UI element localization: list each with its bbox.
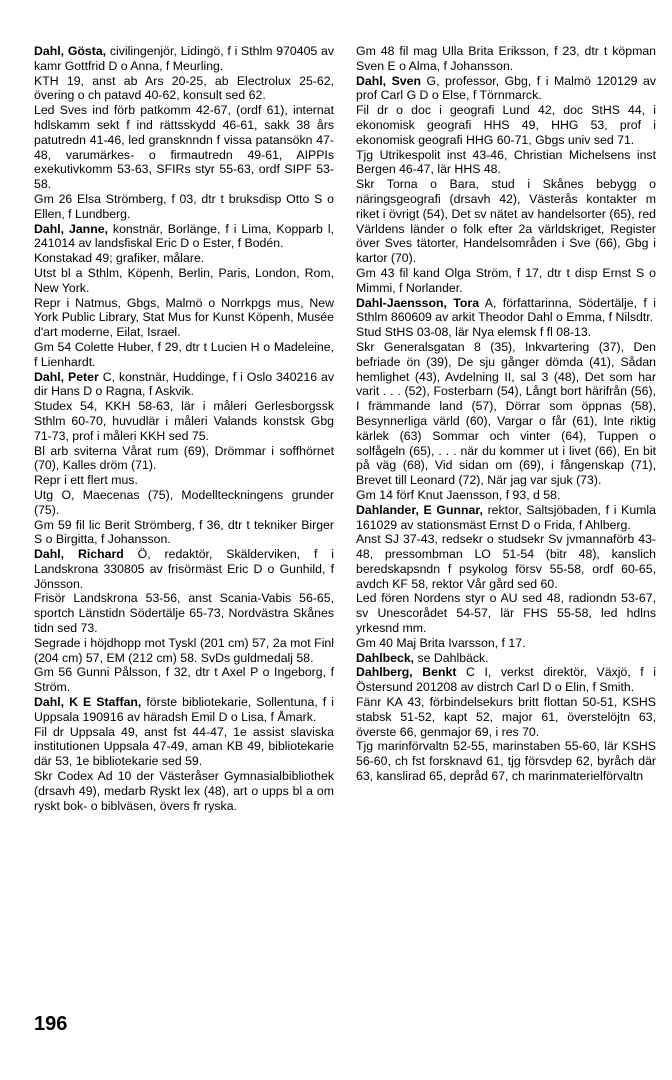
entry-paragraph [34, 399, 334, 443]
entry-text: Tjg marinförvaltn 52-55, marinstaben 55-60, lär KSHS 56-60, ch fst forsknavd 61, tjg försvdep 62, byråch där 63, kanslirad 65, depråd 67, ch marinmaterielförvaltn [356, 739, 656, 784]
entry-paragraph [34, 444, 334, 474]
entry-paragraph [356, 177, 656, 266]
right-column [356, 44, 656, 784]
entry-text: Gm 40 Maj Brita Ivarsson, f 17. [356, 635, 526, 650]
entry-headword: Dahlberg, Benkt [356, 665, 457, 680]
entry-first-paragraph [356, 74, 656, 104]
entry-headword: Dahlander, E Gunnar, [356, 502, 483, 517]
entry-paragraph [356, 266, 656, 296]
entry-text: Bl arb sviterna Vårat rum (69), Drömmar i soffhörnet (70), Kalles dröm (71). [34, 443, 334, 473]
entry-text: Led Sves ind förb patkomm 42-67, (ordf 61), internat hdlskamm sekt f ind rättsskydd 46-61, sakk 38 års patutredn 41-46, led gransknndn f vissa patansökn 47-48, varumärkes- o firmautredn 49-61, AIPPIs exekutivkomm 53-63, SFIRs styr 55-63, ordf SIPF 53-58. [34, 103, 334, 192]
entry-paragraph [356, 488, 656, 503]
entry-paragraph [34, 725, 334, 769]
biography-entry [356, 296, 656, 503]
entry-text: Skr Codex Ad 10 der Västeråser Gymnasialbibliothek (drsavh 49), medarb Ryskt lex (48), art o upps bl a om ryskt bok- o biblväsen, övers fr ryska. [34, 769, 334, 813]
entry-text: Skr Torna o Bara, stud i Skånes bebygg o näringsgeografi (drsavh 42), Västerås kontakter m riket i övrigt (54), Det sv nätet av handelsorter (65), red Världens länder o folk efter 2a världskriget, Register över Sves tätorter, Handelsområden i Sve (66), Gbg i kartor (70). [356, 177, 656, 266]
entry-paragraph [34, 103, 334, 192]
entry-first-paragraph [356, 503, 656, 533]
biography-entry [356, 74, 656, 296]
biography-entry [356, 665, 656, 783]
entry-text: Fänr KA 43, förbindelsekurs britt flottan 50-51, KSHS stabsk 51-52, kapt 52, major 61, överstelöjtn 63, överste 66, genmajor 69, i res 70. [356, 695, 656, 739]
entry-text: Led fören Nordens styr o AU sed 48, radiondn 53-67, sv Unescorådet 54-57, lär FHS 55-58, led hdlns yrkesnd mm. [356, 591, 656, 636]
entry-first-paragraph [34, 547, 334, 591]
entry-text: Segrade i höjdhopp mot Tyskl (201 cm) 57, 2a mot Finl (204 cm) 57, EM (212 cm) 58. SvDs guldmedalj 58. [34, 635, 334, 665]
entry-text: Gm 43 fil kand Olga Ström, f 17, dtr t disp Ernst S o Mimmi, f Norlander. [356, 265, 656, 295]
entry-paragraph [34, 769, 334, 813]
left-column [34, 44, 334, 813]
entry-text: Ö, redaktör, Skälderviken, f i Landskrona 330805 av frisörmäst Eric D o Gunhild, f Jönsson. [34, 547, 334, 591]
entry-paragraph [34, 591, 334, 635]
entry-text: Gm 54 Colette Huber, f 29, dtr t Lucien H o Madeleine, f Lienhardt. [34, 339, 334, 369]
biography-entry [34, 44, 334, 222]
entry-paragraph [34, 488, 334, 518]
entry-headword: Dahl, Peter [34, 369, 99, 384]
entry-text: Gm 48 fil mag Ulla Brita Eriksson, f 23, dtr t köpman Sven E o Alma, f Johansson. [356, 44, 656, 73]
entry-paragraph [356, 340, 656, 488]
entry-paragraph [34, 665, 334, 695]
entry-paragraph [34, 473, 334, 488]
entry-text: Frisör Landskrona 53-56, anst Scania-Vabis 56-65, sportch Länstidn Södertälje 65-73, Nordvästra Skånes tidn sed 73. [34, 591, 334, 636]
entry-text: Stud StHS 03-08, lär Nya elemsk f fl 08-13. [356, 325, 592, 340]
entry-headword: Dahl, Sven [356, 73, 421, 88]
entry-first-paragraph [356, 651, 656, 666]
entry-text: C I, verkst direktör, Växjö, f i Östersund 201208 av distrch Carl D o Elin, f Smith. [356, 665, 656, 695]
entry-paragraph [34, 251, 334, 266]
biography-entry [34, 547, 334, 695]
entry-first-paragraph [34, 44, 334, 74]
entry-paragraph [356, 695, 656, 739]
entry-first-paragraph [34, 222, 334, 252]
entry-first-paragraph [34, 370, 334, 400]
entry-text: Konstakad 49; grafiker, målare. [34, 251, 205, 266]
entry-text: Fil dr Uppsala 49, anst fst 44-47, 1e assist slaviska institutionen Uppsala 47-49, aman KB 49, bibliotekarie där 53, 1e bibliotekarie sed 59. [34, 724, 334, 769]
entry-headword: Dahl-Jaensson, Tora [356, 295, 480, 310]
entry-text: förste bibliotekarie, Sollentuna, f i Uppsala 190916 av häradsh Emil D o Lisa, f Åmark. [34, 695, 334, 724]
entry-headword: Dahl, K E Staffan, [34, 695, 142, 710]
entry-headword: Dahl, Richard [34, 547, 124, 562]
entry-text: Repr i ett flert mus. [34, 473, 138, 488]
entry-first-paragraph [356, 665, 656, 695]
entry-paragraph [356, 325, 656, 340]
entry-first-paragraph [356, 44, 656, 74]
entry-paragraph [34, 518, 334, 548]
entry-text: Anst SJ 37-43, redsekr o studsekr Sv jvmannaförb 43-48, pressombman LO 51-54 (bitr 48), kanslich beredskapsndn f psykolog försv 55-58, ordf 60-65, avdch KF 58, rektor Vår gård sed 60. [356, 532, 656, 591]
biography-entry [34, 222, 334, 370]
entry-paragraph [356, 591, 656, 635]
entry-paragraph [356, 148, 656, 178]
entry-text: Tjg Utrikespolit inst 43-46, Christian Michelsens inst Bergen 46-47, lär HHS 48. [356, 147, 656, 177]
entry-text: konstnär, Borlänge, f i Lima, Kopparb l, 241014 av landsfiskal Eric D o Ester, f Bodén. [34, 221, 334, 251]
biography-entry [34, 695, 334, 813]
entry-text: Repr i Natmus, Gbgs, Malmö o Norrkpgs mus, New York Public Library, Stat Mus for Kunst Köpenh, Musée d'art moderne, Eilat, Israel. [34, 295, 334, 340]
entry-first-paragraph [34, 695, 334, 725]
entry-headword: Dahl, Gösta, [34, 44, 107, 58]
entry-text: Gm 59 fil lic Berit Strömberg, f 36, dtr t tekniker Birger S o Birgitta, f Johansson. [34, 517, 334, 547]
entry-text: Fil dr o doc i geografi Lund 42, doc StHS 44, i ekonomisk geografi HHS 49, HHG 53, prof i ekonomisk geografi HHG 60-71, Gbgs univ sed 71. [356, 103, 656, 147]
entry-text: Gm 26 Elsa Strömberg, f 03, dtr t bruksdisp Otto S o Ellen, f Lundberg. [34, 191, 334, 221]
page-number: 196 [34, 1013, 68, 1035]
entry-text: Gm 56 Gunni Pålsson, f 32, dtr t Axel P o Ingeborg, f Ström. [34, 665, 334, 695]
entry-headword: Dahl, Janne, [34, 221, 108, 236]
entry-text: Studex 54, KKH 58-63, lär i måleri Gerlesborgssk Sthlm 60-70, huvudlär i måleri Valands konstsk Gbg 71-73, prof i måleri KKH sed 75. [34, 399, 334, 443]
entry-paragraph [34, 266, 334, 296]
biography-entry [356, 503, 656, 651]
entry-text: G, professor, Gbg, f i Malmö 120129 av prof Carl G D o Else, f Törnmarck. [356, 73, 656, 103]
entry-text: C, konstnär, Huddinge, f i Oslo 340216 av dir Hans D o Ragna, f Askvik. [34, 369, 334, 399]
entry-paragraph [34, 296, 334, 340]
entry-text: A, författarinna, Södertälje, f i Sthlm 860609 av arkit Theodor Dahl o Emma, f Nilsdtr. [356, 295, 656, 325]
biography-entry [356, 651, 656, 666]
entry-paragraph [356, 739, 656, 783]
entry-paragraph [34, 192, 334, 222]
entry-first-paragraph [356, 296, 656, 326]
entry-text: Skr Generalsgatan 8 (35), Inkvartering (37), Den befriade ön (39), De sju gånger dömda (41), Sådan hemlighet (43), Avdelning II, sal 3 (48), Det som har varit . . . (52), Fosterbarn (54), Långt bort härifrån (56), I främmande land (57), Dörrar som öppnas (58), Besynnerliga värld (60), Vargar o får (61), Inte riktig kärlek (63) Sommar och vinter (64), Tuppen o solfågeln (65), . . . när du kommer ut i livet (66), En bit på väg (68), Vid sidan om (69), i fångenskap (71), Brevet till Leonard (72), När jag var sjuk (73). [356, 339, 656, 488]
entry-text: se Dahlbäck. [414, 650, 489, 665]
entry-paragraph [34, 74, 334, 104]
entry-paragraph [34, 636, 334, 666]
entry-text: KTH 19, anst ab Ars 20-25, ab Electrolux 25-62, övering o ch patavd 40-62, konsult sed 62. [34, 73, 334, 103]
biography-entry [356, 44, 656, 74]
entry-text: rektor, Saltsjöbaden, f i Kumla 161029 av stationsmäst Ernst D o Frida, f Ahlberg. [356, 502, 656, 532]
entry-headword: Dahlbeck, [356, 650, 415, 665]
entry-paragraph [34, 340, 334, 370]
entry-paragraph [356, 636, 656, 651]
entry-text: civilingenjör, Lidingö, f i Sthlm 970405 av kamr Gottfrid D o Anna, f Meurling. [34, 44, 335, 73]
entry-text: Utst bl a Sthlm, Köpenh, Berlin, Paris, London, Rom, New York. [34, 265, 334, 295]
entry-text: Gm 14 förf Knut Jaensson, f 93, d 58. [356, 487, 561, 502]
biography-entry [34, 370, 334, 548]
entry-text: Utg O, Maecenas (75), Modellteckningens grunder (75). [34, 487, 334, 517]
entry-paragraph [356, 532, 656, 591]
entry-paragraph [356, 103, 656, 147]
